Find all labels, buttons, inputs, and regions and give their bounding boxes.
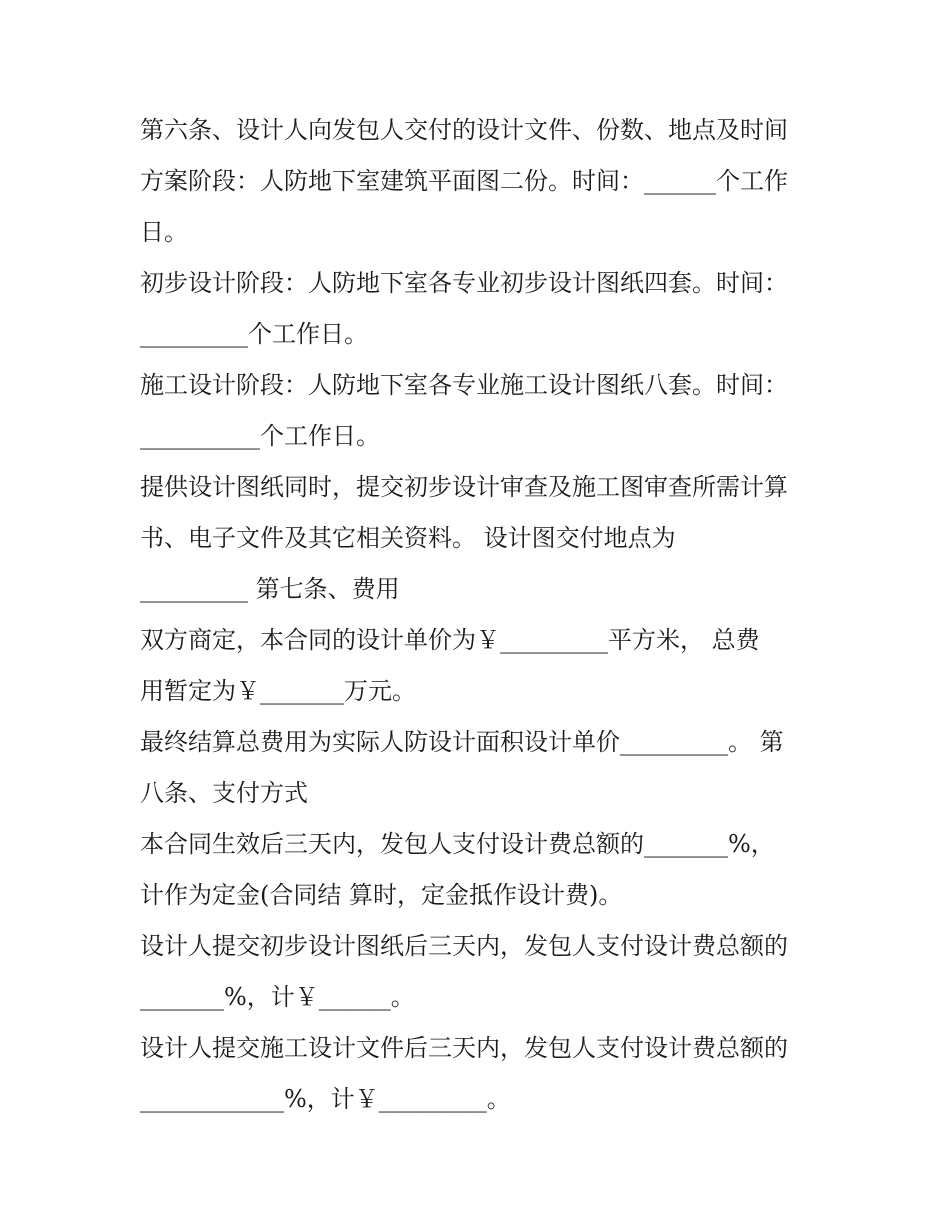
unit-price-line-cont: 用暂定为￥_______万元。	[140, 677, 416, 705]
preliminary-design-line: 初步设计阶段：人防地下室各专业初步设计图纸四套。时间：	[140, 269, 788, 297]
article-8-heading: 八条、支付方式	[140, 779, 308, 807]
preliminary-payment-line-cont: _______%，计￥______。	[140, 983, 415, 1011]
unit-price-line: 双方商定，本合同的设计单价为￥_________平方米， 总费	[140, 626, 760, 654]
scheme-stage-line-cont: 日。	[140, 218, 188, 246]
article-6-heading: 第六条、设计人向发包人交付的设计文件、份数、地点及时间	[140, 116, 788, 144]
construction-payment-line: 设计人提交施工设计文件后三天内，发包人支付设计费总额的	[140, 1034, 788, 1062]
preliminary-payment-line: 设计人提交初步设计图纸后三天内，发包人支付设计费总额的	[140, 932, 788, 960]
submission-paragraph-line: 提供设计图纸同时，提交初步设计审查及施工图审查所需计算	[140, 473, 788, 501]
deposit-payment-line-cont: 计作为定金(合同结 算时，定金抵作设计费)。	[140, 881, 623, 909]
construction-design-line-cont: __________个工作日。	[140, 422, 380, 450]
preliminary-design-line-cont: _________个工作日。	[140, 320, 368, 348]
document-body	[140, 105, 812, 1125]
construction-design-line: 施工设计阶段：人防地下室各专业施工设计图纸八套。时间：	[140, 371, 788, 399]
article-7-heading: _________ 第七条、费用	[140, 575, 400, 603]
submission-paragraph-line-cont: 书、电子文件及其它相关资料。 设计图交付地点为	[140, 524, 676, 552]
scheme-stage-line: 方案阶段：人防地下室建筑平面图二份。时间：______个工作	[140, 167, 788, 195]
construction-payment-line-cont: ____________%，计￥_________。	[140, 1085, 511, 1113]
final-settlement-line: 最终结算总费用为实际人防设计面积设计单价_________。 第	[140, 728, 784, 756]
deposit-payment-line: 本合同生效后三天内，发包人支付设计费总额的_______%，	[140, 830, 775, 858]
